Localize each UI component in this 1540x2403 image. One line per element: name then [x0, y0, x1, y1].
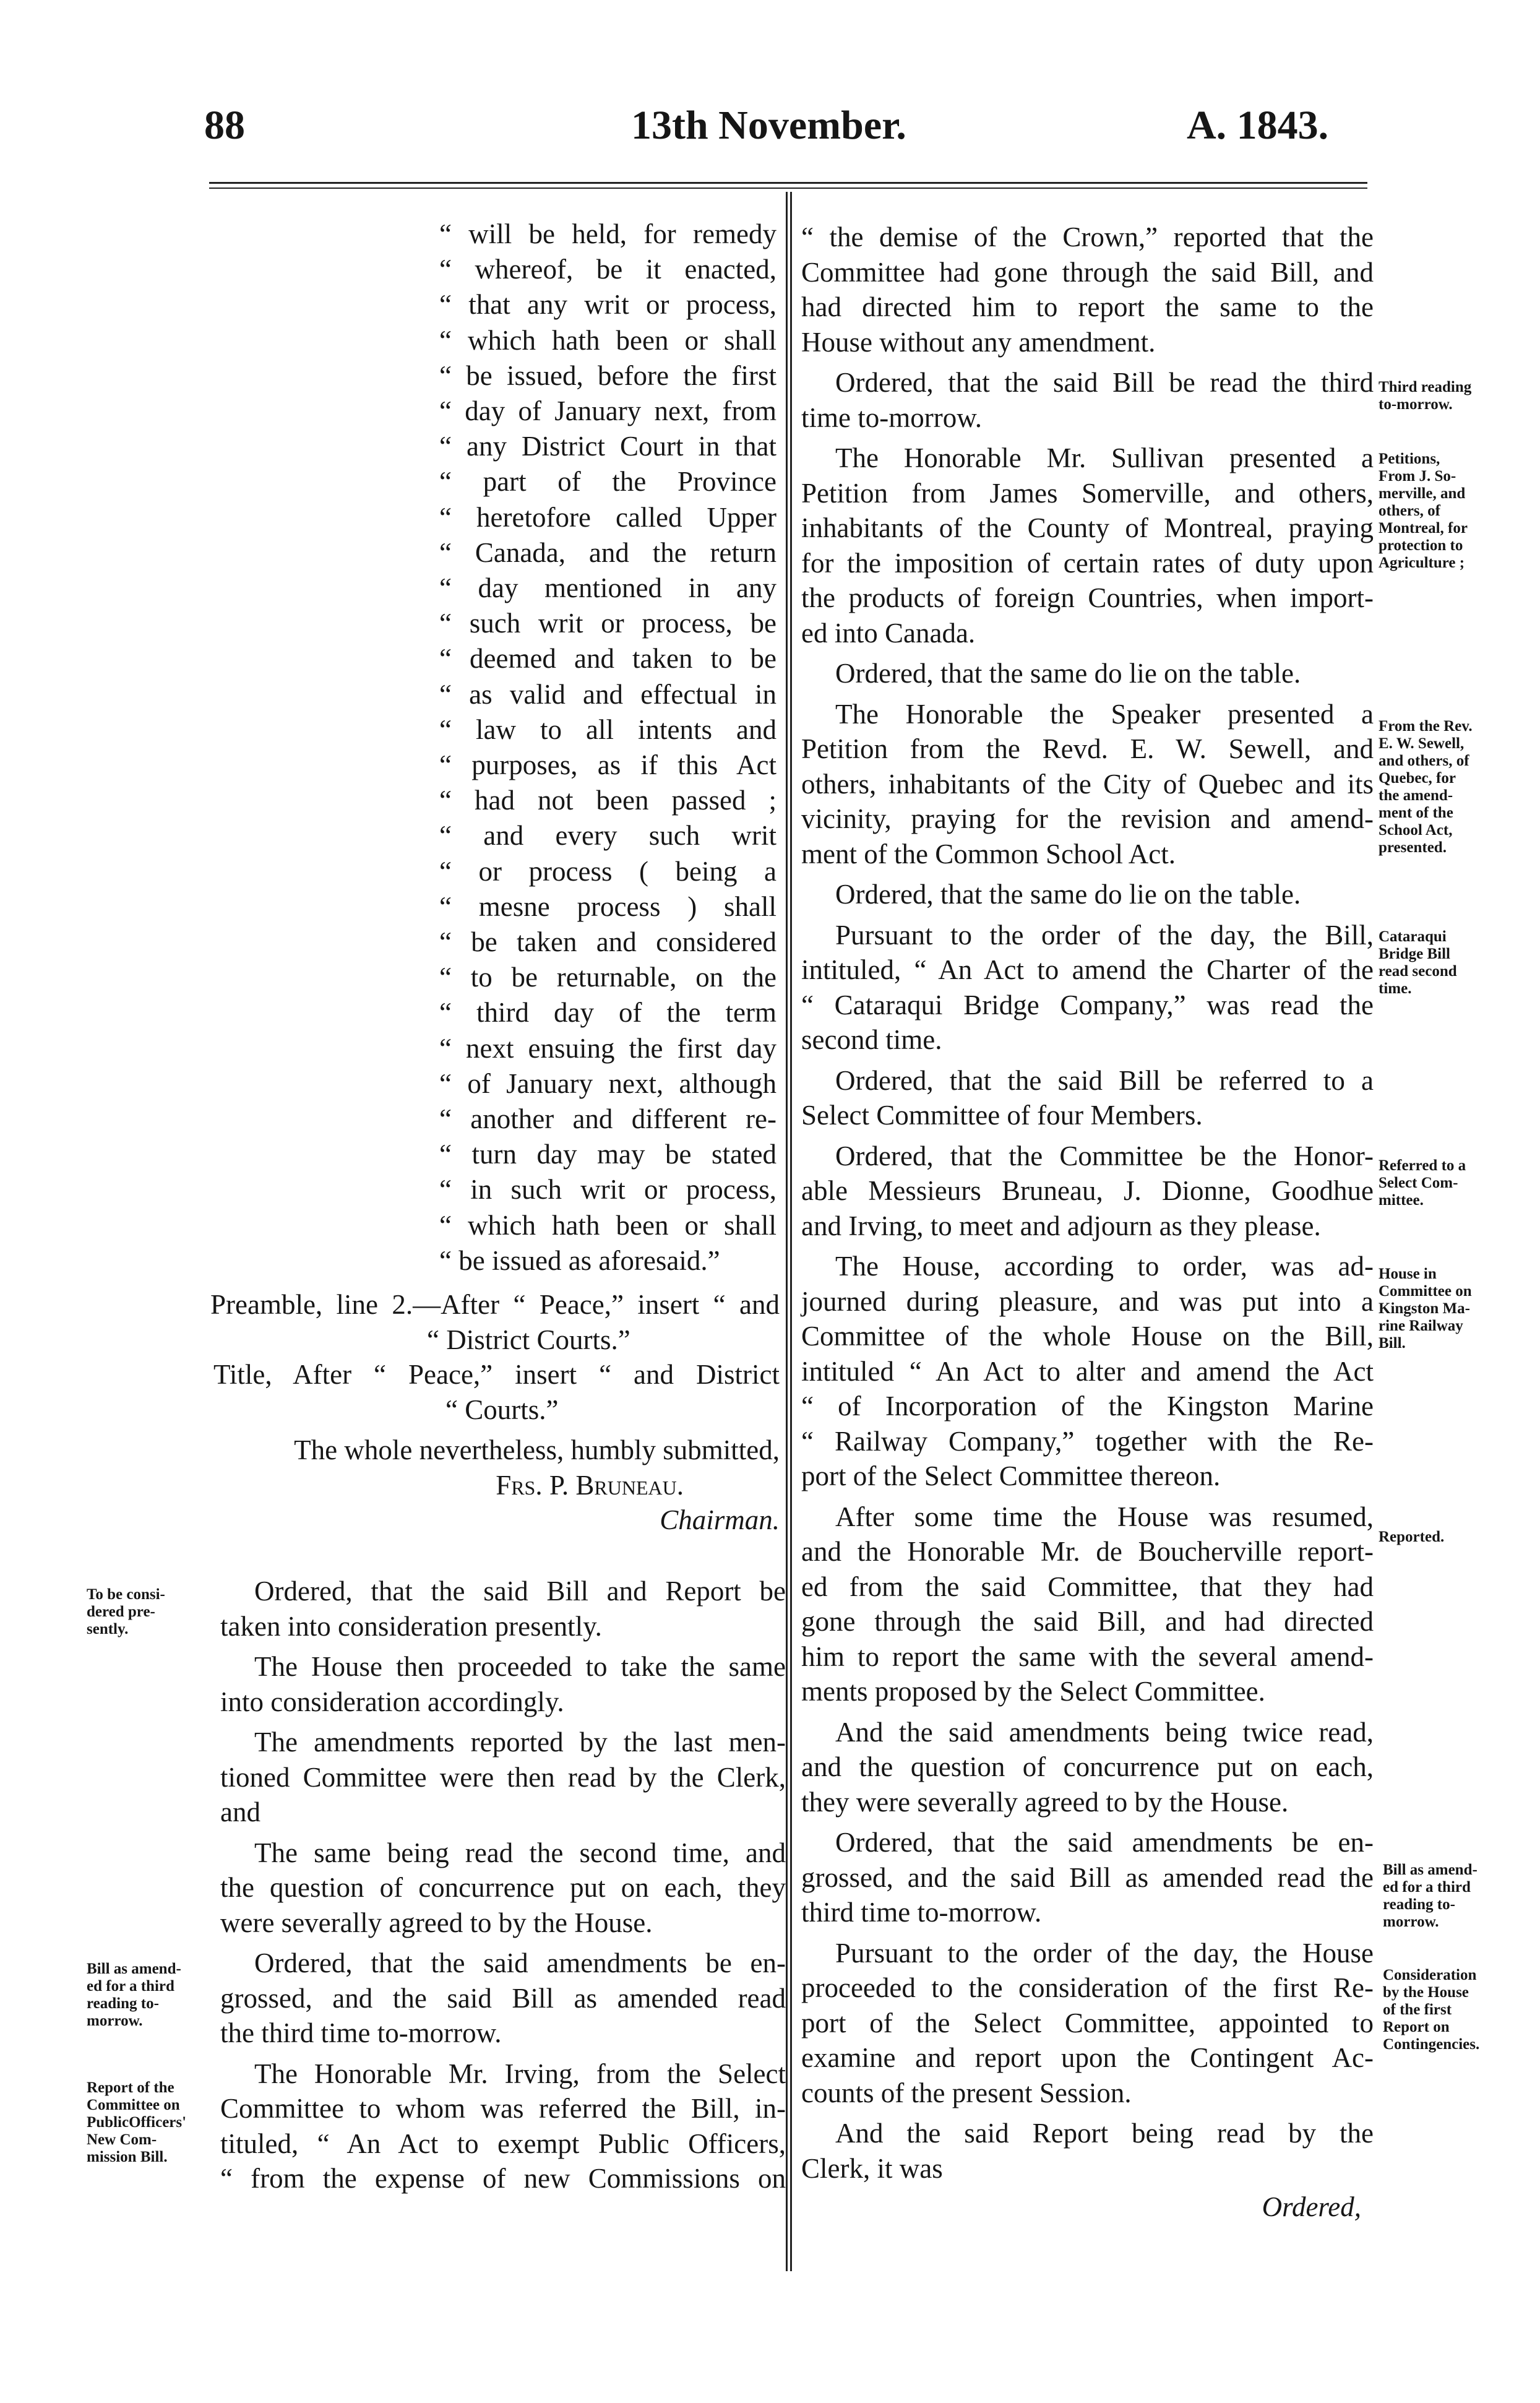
paragraph-line: port of the Select Committee, appointed to: [801, 2007, 1374, 2038]
page-date: 13th November.: [631, 103, 906, 148]
paragraph-line: Select Committee of four Members.: [801, 1100, 1203, 1131]
paragraph-line: The House then proceeded to take the same: [254, 1651, 786, 1682]
paragraph-line: they were severally agreed to by the House.: [801, 1786, 1289, 1818]
paragraph-line: for the imposition of certain rates of duty upon: [801, 547, 1374, 579]
paragraph-line: ed into Canada.: [801, 617, 976, 649]
paragraph-line: ed from the said Committee, that they had: [801, 1571, 1374, 1602]
paragraph-line: Petition from James Somerville, and others,: [801, 477, 1374, 509]
paragraph-line: gone through the said Bill, and had directed: [801, 1606, 1374, 1637]
paragraph-line: tituled, “ An Act to exempt Public Officers,: [220, 2128, 786, 2159]
paragraph-line: “ Railway Company,” together with the Re-: [801, 1425, 1374, 1457]
quote-line: “ next ensuing the first day: [439, 1032, 776, 1064]
quote-line: “ whereof, be it enacted,: [439, 254, 776, 285]
paragraph-line: journed during pleasure, and was put into a: [801, 1285, 1374, 1317]
quote-line: “ which hath been or shall: [439, 324, 776, 356]
header-rule-top: [209, 182, 1367, 184]
quote-line: “ will be held, for remedy: [439, 218, 776, 249]
column-divider-right: [790, 192, 792, 2271]
header-rule-bottom: [209, 188, 1367, 189]
column-divider-left: [786, 192, 788, 2271]
paragraph-line: Committee had gone through the said Bill, and: [801, 256, 1374, 288]
paragraph-line: Ordered, that the said Bill be read the third: [835, 367, 1374, 398]
paragraph-line: the question of concurrence put on each, they: [220, 1872, 786, 1903]
margin-note-bill-amended-left: Bill as amend- ed for a third reading to- morrow.: [87, 1961, 181, 2029]
paragraph-line: the third time to-morrow.: [220, 2017, 502, 2048]
paragraph-line: grossed, and the said Bill as amended read the: [801, 1862, 1374, 1893]
paragraph-line: port of the Select Committee thereon.: [801, 1460, 1221, 1491]
margin-note-consider: To be consi- dered pre- sently.: [87, 1586, 165, 1637]
left-column-paragraphs: [220, 1574, 786, 2196]
quote-line: “ deemed and taken to be: [439, 643, 776, 675]
margin-note-petitions: Petitions, From J. So- merville, and others, of Montreal, for protection to Agriculture ;: [1379, 451, 1468, 571]
submission-line: The whole nevertheless, humbly submitted,: [294, 1434, 780, 1465]
quote-line: “ another and different re-: [439, 1103, 776, 1135]
margin-note-bill-amended-right: Bill as amend- ed for a third reading to- morrow.: [1383, 1862, 1478, 1930]
paragraph-line: able Messieurs Bruneau, J. Dionne, Goodhue: [801, 1175, 1374, 1206]
paragraph-line: Ordered, that the said amendments be en-: [254, 1948, 786, 1978]
quote-line: “ of January next, although: [439, 1068, 776, 1099]
paragraph-line: Clerk, it was: [801, 2152, 943, 2184]
paragraph-line: The Honorable the Speaker presented a: [835, 698, 1374, 730]
signature-name: Frs. P. Bruneau.: [496, 1469, 684, 1501]
paragraph-line: the products of foreign Countries, when import-: [801, 582, 1374, 613]
quote-line: “ or process ( being a: [439, 855, 776, 887]
paragraph-line: Petition from the Revd. E. W. Sewell, and: [801, 733, 1374, 764]
paragraph-line: ment of the Common School Act.: [801, 838, 1176, 869]
paragraph-line: counts of the present Session.: [801, 2077, 1132, 2108]
quote-line: “ such writ or process, be: [439, 608, 776, 639]
margin-note-kingston: House in Committee on Kingston Ma- rine Railway Bill.: [1379, 1266, 1472, 1352]
paragraph-line: Ordered, that the said amendments be en-: [835, 1827, 1374, 1858]
paragraph-line: into consideration accordingly.: [220, 1686, 564, 1717]
quote-line: “ be taken and considered: [439, 926, 776, 958]
paragraph-line: Ordered, that the Committee be the Honor-: [835, 1140, 1374, 1171]
paragraph-line: third time to-morrow.: [801, 1897, 1042, 1928]
paragraph-line: Ordered, that the same do lie on the table.: [835, 658, 1301, 689]
paragraph-line: Pursuant to the order of the day, the Bill,: [835, 919, 1374, 951]
paragraph-line: and: [220, 1797, 260, 1827]
quote-line: “ third day of the term: [439, 997, 776, 1029]
paragraph-line: Committee to whom was referred the Bill, in-: [220, 2093, 786, 2124]
quote-line: “ day of January next, from: [439, 395, 776, 427]
margin-note-consideration: Consideration by the House of the first Report on Contingencies.: [1383, 1967, 1480, 2053]
margin-note-third-reading: Third reading to-morrow.: [1379, 379, 1472, 413]
paragraph-line: tioned Committee were then read by the Clerk,: [220, 1761, 786, 1793]
quote-line: “ that any writ or process,: [439, 289, 776, 321]
quote-line: “ be issued as aforesaid.”: [439, 1245, 720, 1276]
margin-note-reported: Reported.: [1379, 1529, 1445, 1545]
paragraph-line: time to-morrow.: [801, 402, 983, 433]
paragraph-line: “ the demise of the Crown,” reported that the: [801, 222, 1374, 252]
paragraph-line: second time.: [801, 1024, 942, 1055]
paragraph-line: him to report the same with the several amend-: [801, 1641, 1374, 1672]
paragraph-line: The same being read the second time, and: [254, 1837, 786, 1868]
margin-note-cataraqui: Cataraqui Bridge Bill read second time.: [1379, 928, 1457, 997]
paragraph-line: grossed, and the said Bill as amended read: [220, 1982, 786, 2014]
paragraph-line: Ordered, that the same do lie on the table.: [835, 879, 1301, 910]
paragraph-line: were severally agreed to by the House.: [220, 1907, 653, 1938]
paragraph-line: and the question of concurrence put on each,: [801, 1751, 1374, 1782]
paragraph-line: And the said Report being read by the: [835, 2118, 1374, 2149]
paragraph-line: taken into consideration presently.: [220, 1610, 602, 1642]
quoted-enactment: [439, 217, 776, 1279]
paragraph-line: intituled “ An Act to alter and amend the Act: [801, 1355, 1374, 1387]
paragraph-line: The Honorable Mr. Sullivan presented a: [835, 442, 1374, 473]
paragraph-line: Ordered, that the said Bill and Report be: [254, 1576, 786, 1607]
quote-line: “ which hath been or shall: [439, 1209, 776, 1241]
preamble-line: “ District Courts.”: [427, 1324, 630, 1355]
margin-note-sewell-petition: From the Rev. E. W. Sewell, and others, of Quebec, for the amend- ment of the School Act, presented.: [1379, 718, 1473, 856]
paragraph-line: proceeded to the consideration of the first Re-: [801, 1972, 1374, 2003]
quote-line: “ in such writ or process,: [439, 1174, 776, 1206]
paragraph-line: And the said amendments being twice read,: [835, 1716, 1374, 1748]
paragraph-line: had directed him to report the same to the: [801, 291, 1374, 322]
quote-line: “ be issued, before the first: [439, 360, 776, 391]
paragraph-line: inhabitants of the County of Montreal, praying: [801, 512, 1374, 543]
title-amendment-line: Title, After “ Peace,” insert “ and District: [213, 1359, 780, 1390]
quote-line: “ law to all intents and: [439, 714, 776, 745]
paragraph-line: and the Honorable Mr. de Boucherville report-: [801, 1536, 1374, 1567]
right-column-body: [801, 220, 1374, 2225]
quote-line: “ Canada, and the return: [439, 537, 776, 568]
paragraph-line: House without any amendment.: [801, 326, 1156, 358]
quote-line: “ part of the Province: [439, 466, 776, 498]
quote-line: “ heretofore called Upper: [439, 501, 776, 533]
quote-line: “ had not been passed ;: [439, 785, 776, 816]
preamble-line: Preamble, line 2.—After “ Peace,” insert “ and: [210, 1289, 780, 1320]
quote-line: “ turn day may be stated: [439, 1139, 776, 1170]
title-amendment-line: “ Courts.”: [445, 1394, 559, 1425]
quote-line: “ as valid and effectual in: [439, 678, 776, 710]
paragraph-line: The Honorable Mr. Irving, from the Select: [254, 2058, 786, 2089]
paragraph-line: examine and report upon the Contingent Ac-: [801, 2042, 1374, 2073]
catchword: Ordered,: [1262, 2191, 1361, 2222]
margin-note-report: Report of the Committee on PublicOfficers' New Com- mission Bill.: [87, 2079, 187, 2165]
paragraph-line: Ordered, that the said Bill be referred to a: [835, 1064, 1374, 1096]
quote-line: “ day mentioned in any: [439, 572, 776, 604]
paragraph-line: intituled, “ An Act to amend the Charter of the: [801, 954, 1374, 985]
paragraph-line: and Irving, to meet and adjourn as they please.: [801, 1210, 1321, 1241]
paragraph-line: The amendments reported by the last men-: [254, 1727, 786, 1758]
quote-line: “ purposes, as if this Act: [439, 749, 776, 781]
quote-line: “ mesne process ) shall: [439, 891, 776, 922]
paragraph-line: Pursuant to the order of the day, the House: [835, 1937, 1374, 1969]
paragraph-line: vicinity, praying for the revision and amend-: [801, 803, 1374, 834]
paragraph-line: Committee of the whole House on the Bill,: [801, 1321, 1374, 1352]
paragraph-line: “ of Incorporation of the Kingston Marine: [801, 1391, 1374, 1422]
paragraph-line: After some time the House was resumed,: [835, 1501, 1374, 1532]
quote-line: “ and every such writ: [439, 820, 776, 852]
paragraph-line: ments proposed by the Select Committee.: [801, 1676, 1265, 1707]
left-column-body: [210, 1287, 780, 1538]
page-number: 88: [204, 103, 245, 148]
page-year: A. 1843.: [1187, 103, 1329, 148]
signature-role: Chairman.: [660, 1504, 780, 1535]
paragraph-line: others, inhabitants of the City of Quebec and its: [801, 768, 1374, 800]
paragraph-line: “ Cataraqui Bridge Company,” was read the: [801, 989, 1374, 1020]
quote-line: “ any District Court in that: [439, 431, 776, 462]
quote-line: “ to be returnable, on the: [439, 962, 776, 993]
margin-note-referred: Referred to a Select Com- mittee.: [1379, 1157, 1466, 1209]
paragraph-line: “ from the expense of new Commissions on: [220, 2163, 786, 2194]
paragraph-line: The House, according to order, was ad-: [835, 1251, 1374, 1282]
